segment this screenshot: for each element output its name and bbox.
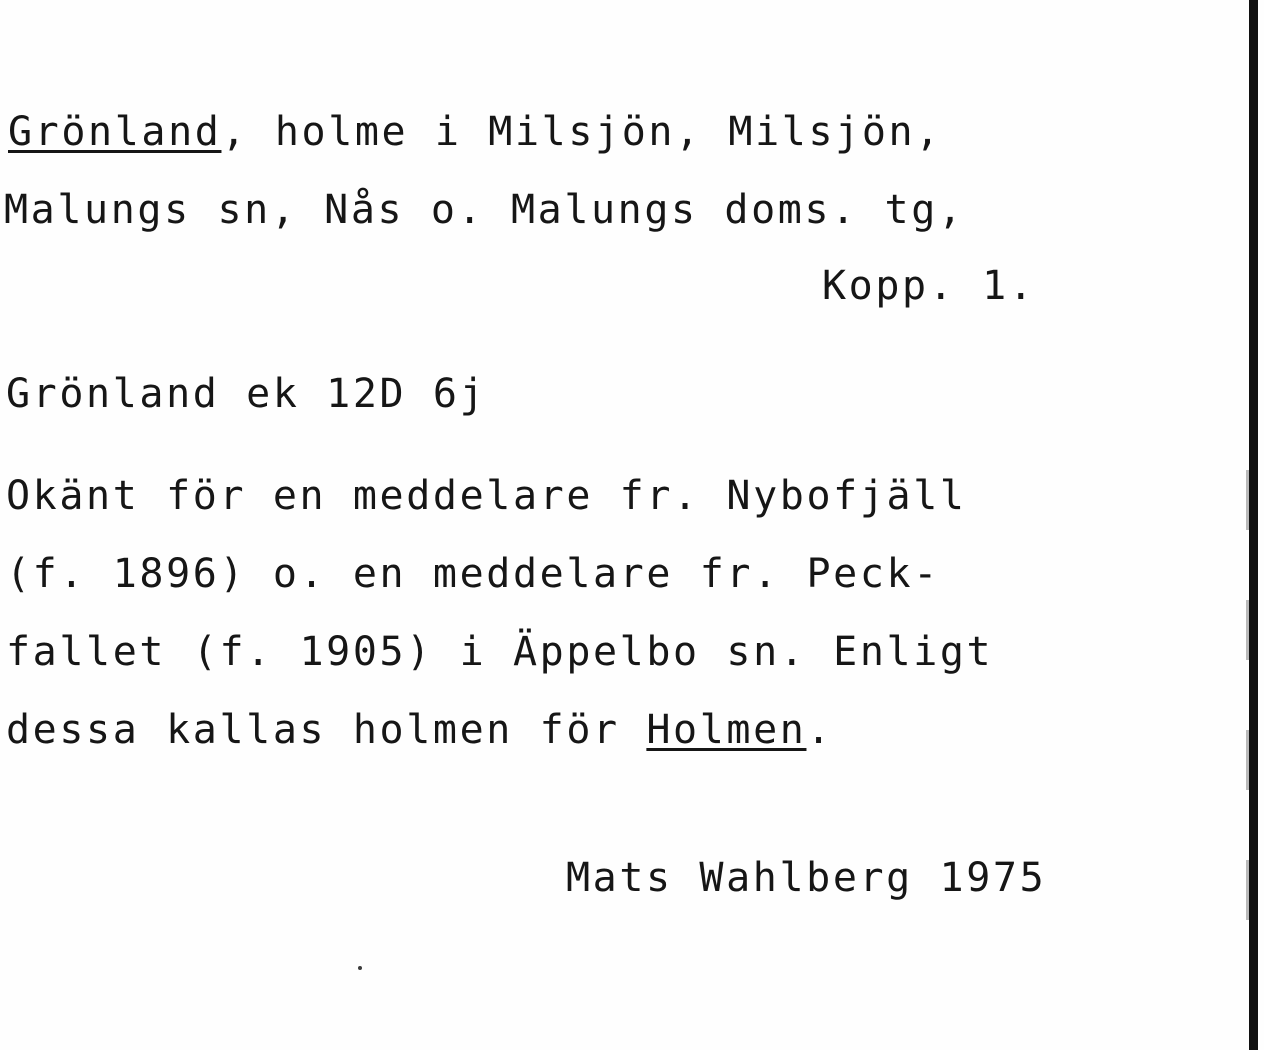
body-line-4-prefix: dessa kallas holmen för (6, 707, 647, 753)
signature-line: Mats Wahlberg 1975 (566, 855, 1047, 901)
body-line-4-suffix: . (806, 707, 834, 753)
headword-line (8, 109, 942, 155)
map-reference-line: Grönland ek 12D 6j (6, 371, 487, 417)
binder-edge-notch (1246, 470, 1249, 530)
body-line-4 (6, 707, 834, 753)
binder-edge-notch (1246, 860, 1249, 920)
paper-speck (358, 966, 362, 970)
body-line-2: (f. 1896) o. en meddelare fr. Peck- (6, 551, 940, 597)
body-line-3: fallet (f. 1905) i Äppelbo sn. Enligt (6, 629, 994, 675)
parish-line: Malungs sn, Nås o. Malungs doms. tg, (4, 187, 965, 233)
binder-edge-notch (1246, 730, 1249, 790)
headword-line-rest: , holme i Milsjön, Milsjön, (221, 109, 942, 155)
body-line-1: Okänt för en meddelare fr. Nybofjäll (6, 473, 967, 519)
county-code-line: Kopp. 1. (822, 263, 1036, 309)
binder-edge-notch (1246, 600, 1249, 660)
binder-edge-bar (1249, 0, 1258, 1050)
headword: Grönland (8, 109, 222, 155)
alternative-name: Holmen (646, 707, 807, 753)
